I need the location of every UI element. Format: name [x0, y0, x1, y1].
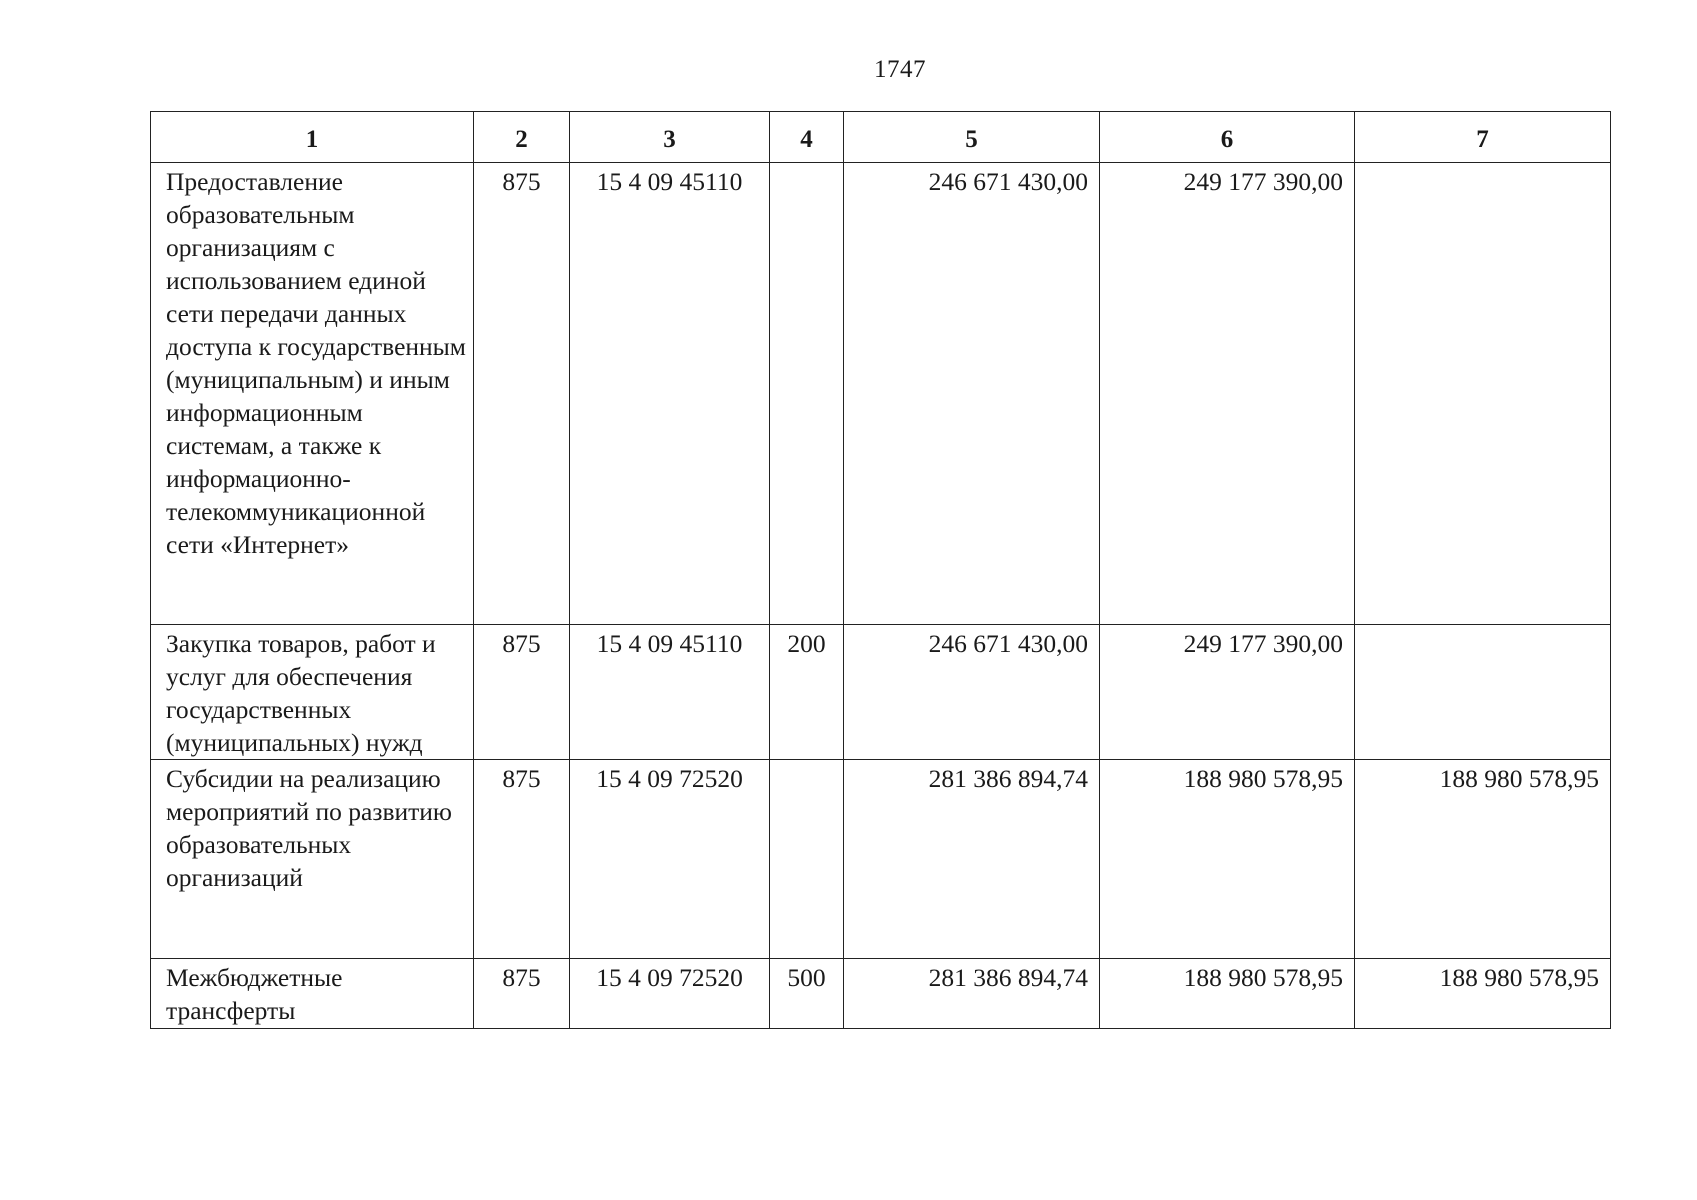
table-row [151, 625, 1611, 760]
cell-col7: 188 980 578,95 [1355, 959, 1611, 1029]
cell-col2: 875 [474, 959, 570, 1029]
cell-col3: 15 4 09 45110 [570, 625, 770, 760]
row-name-cell: Межбюджетные трансферты [151, 959, 474, 1029]
cell-col2: 875 [474, 625, 570, 760]
table-header-row [151, 112, 1611, 163]
cell-col4: 500 [770, 959, 844, 1029]
column-header-7: 7 [1355, 112, 1611, 163]
column-header-5: 5 [844, 112, 1100, 163]
cell-col3: 15 4 09 72520 [570, 760, 770, 959]
cell-col6: 188 980 578,95 [1100, 959, 1355, 1029]
cell-col6: 249 177 390,00 [1100, 163, 1355, 625]
column-header-2: 2 [474, 112, 570, 163]
row-name-cell: Предоставление образовательным организациям с использованием единой сети передачи данных доступа к государственным (муниципальным) и иным информационным системам, а также к информационно-телекоммуникационной сети «Интернет» [151, 163, 474, 625]
row-name-cell: Субсидии на реализацию мероприятий по развитию образовательных организаций [151, 760, 474, 959]
cell-col2: 875 [474, 760, 570, 959]
cell-col7: 188 980 578,95 [1355, 760, 1611, 959]
cell-col5: 281 386 894,74 [844, 959, 1100, 1029]
page-number: 1747 [874, 56, 926, 83]
cell-col5: 246 671 430,00 [844, 163, 1100, 625]
cell-col3: 15 4 09 72520 [570, 959, 770, 1029]
cell-col5: 281 386 894,74 [844, 760, 1100, 959]
cell-col6: 249 177 390,00 [1100, 625, 1355, 760]
cell-col6: 188 980 578,95 [1100, 760, 1355, 959]
cell-col7 [1355, 163, 1611, 625]
cell-col2: 875 [474, 163, 570, 625]
table-row [151, 760, 1611, 959]
column-header-6: 6 [1100, 112, 1355, 163]
budget-table [150, 111, 1611, 1029]
cell-col4: 200 [770, 625, 844, 760]
row-name-cell: Закупка товаров, работ и услуг для обеспечения государственных (муниципальных) нужд [151, 625, 474, 760]
column-header-4: 4 [770, 112, 844, 163]
table-row [151, 163, 1611, 625]
cell-col7 [1355, 625, 1611, 760]
cell-col4 [770, 163, 844, 625]
table-row [151, 959, 1611, 1029]
column-header-1: 1 [151, 112, 474, 163]
cell-col3: 15 4 09 45110 [570, 163, 770, 625]
column-header-3: 3 [570, 112, 770, 163]
cell-col4 [770, 760, 844, 959]
cell-col5: 246 671 430,00 [844, 625, 1100, 760]
